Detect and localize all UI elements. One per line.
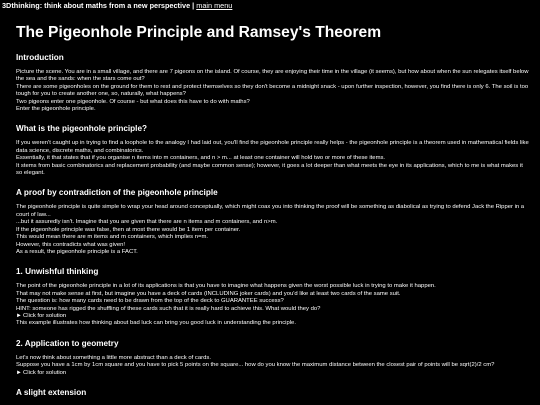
intro-paragraph-4: Enter the pigeonhole principle. (16, 106, 96, 113)
what-paragraph-1: If you weren't caught up in trying to find a loophole to the analogy I had laid out, you'll find the pigeonhole principle really helps - the pigeonhole principle is a theorem used in mathematical fields like data science, discrete maths, and combinatorics. (16, 140, 529, 154)
section-heading-unwishful-thinking: 1. Unwishful thinking (16, 267, 99, 277)
unwishful-paragraph-3: The question is: how many cards need to be drawn from the top of the deck to GUARANTEE success? (16, 298, 284, 305)
solution-toggle-label: Click for solution (23, 369, 67, 376)
top-nav-bar (2, 0, 232, 12)
intro-paragraph-1: Picture the scene. You are in a small village, and there are 7 pigeons on the island. Of course, they are enjoying their time in the village (it seems), but how about when the sun relegates itself below the sea and the sands: when the stars come out? (16, 69, 529, 83)
disclosure-triangle-icon: ► (16, 369, 22, 376)
solution-toggle-geometry[interactable] (16, 370, 530, 377)
unwishful-hint: HINT: someone has rigged the shuffling of these cards such that it is really hard to achieve this. What would they do? (16, 305, 321, 312)
disclosure-triangle-icon: ► (16, 312, 22, 319)
unwishful-paragraph-1: The point of the pigeonhole principle in a lot of its applications is that you have to imagine what happens given the worst possible luck in trying to make it happen. (16, 283, 436, 290)
geometry-paragraph-1: Let's now think about something a little more abstract than a deck of cards. (16, 354, 211, 361)
geometry-paragraph-2: Suppose you have a 1cm by 1cm square and you have to pick 5 points on the square... how do you know the maximum distance between the closest pair of points will be sqrt(2)/2 cm? (16, 362, 495, 369)
intro-paragraph-2: There are some pigeonholes on the ground for them to rest and protect themselves so they don't become a midnight snack - upon further inspection, however, you find there is only 6. The soil is too tough for you to create another one, so, naturally, what happens? (16, 83, 529, 98)
what-paragraph-2: Essentially, it that states that if you organise n items into m containers, and n > m... at least one container will hold two or more of these items. (16, 155, 386, 162)
solution-toggle-label: Click for solution (23, 312, 67, 319)
section-heading-what-is: What is the pigeonhole principle? (16, 124, 148, 134)
section-heading-introduction: Introduction (16, 53, 64, 62)
what-paragraph-3: It stems from basic combinatorics and replacement probability (and maybe common sense); however, it goes a lot deeper than what meets the eye in its applications, which to me is what makes it so elegant. (16, 162, 523, 177)
section-heading-geometry: 2. Application to geometry (16, 338, 119, 348)
site-title: 3Dthinking: think about maths from a new perspective (2, 1, 191, 10)
nav-separator: | (192, 1, 195, 10)
proof-paragraph-3: If the pigeonhole principle was false, then at most there would be 1 item per container. (16, 226, 241, 233)
proof-paragraph-6: As a result, the pigeonhole principle is a FACT. (16, 248, 138, 255)
proof-paragraph-5: However, this contradicts what was given! (16, 241, 126, 248)
solution-toggle-cards[interactable] (16, 313, 530, 320)
page-title: The Pigeonhole Principle and Ramsey's Theorem (16, 24, 382, 41)
unwishful-paragraph-2: That may not make sense at first, but imagine you have a deck of cards (INCLUDING joker cards) and you'd like at least two cards of the same suit. (16, 290, 401, 297)
unwishful-conclusion: This example illustrates how thinking about bad luck can bring you good luck in understanding the principle. (16, 320, 296, 327)
article (16, 22, 530, 404)
proof-paragraph-1: The pigeonhole principle is quite simple to wrap your head around conceptually, which might coax you into thinking the proof will be something as diabolical as trying to defend Jack the Ripper in a court of law... (16, 204, 525, 218)
proof-paragraph-4: This would mean there are m items and m containers, which implies n=m. (16, 234, 209, 241)
section-heading-proof: A proof by contradiction of the pigeonhole principle (16, 188, 218, 198)
intro-paragraph-3: Two pigeons enter one pigeonhole. Of course - but what does this have to do with maths? (16, 98, 250, 105)
section-heading-extension: A slight extension (16, 387, 87, 397)
proof-paragraph-2: ...but it assuredly isn't. Imagine that you are given that there are n items and m containers, and n>m. (16, 219, 278, 226)
main-menu-link[interactable]: main menu (196, 1, 233, 10)
